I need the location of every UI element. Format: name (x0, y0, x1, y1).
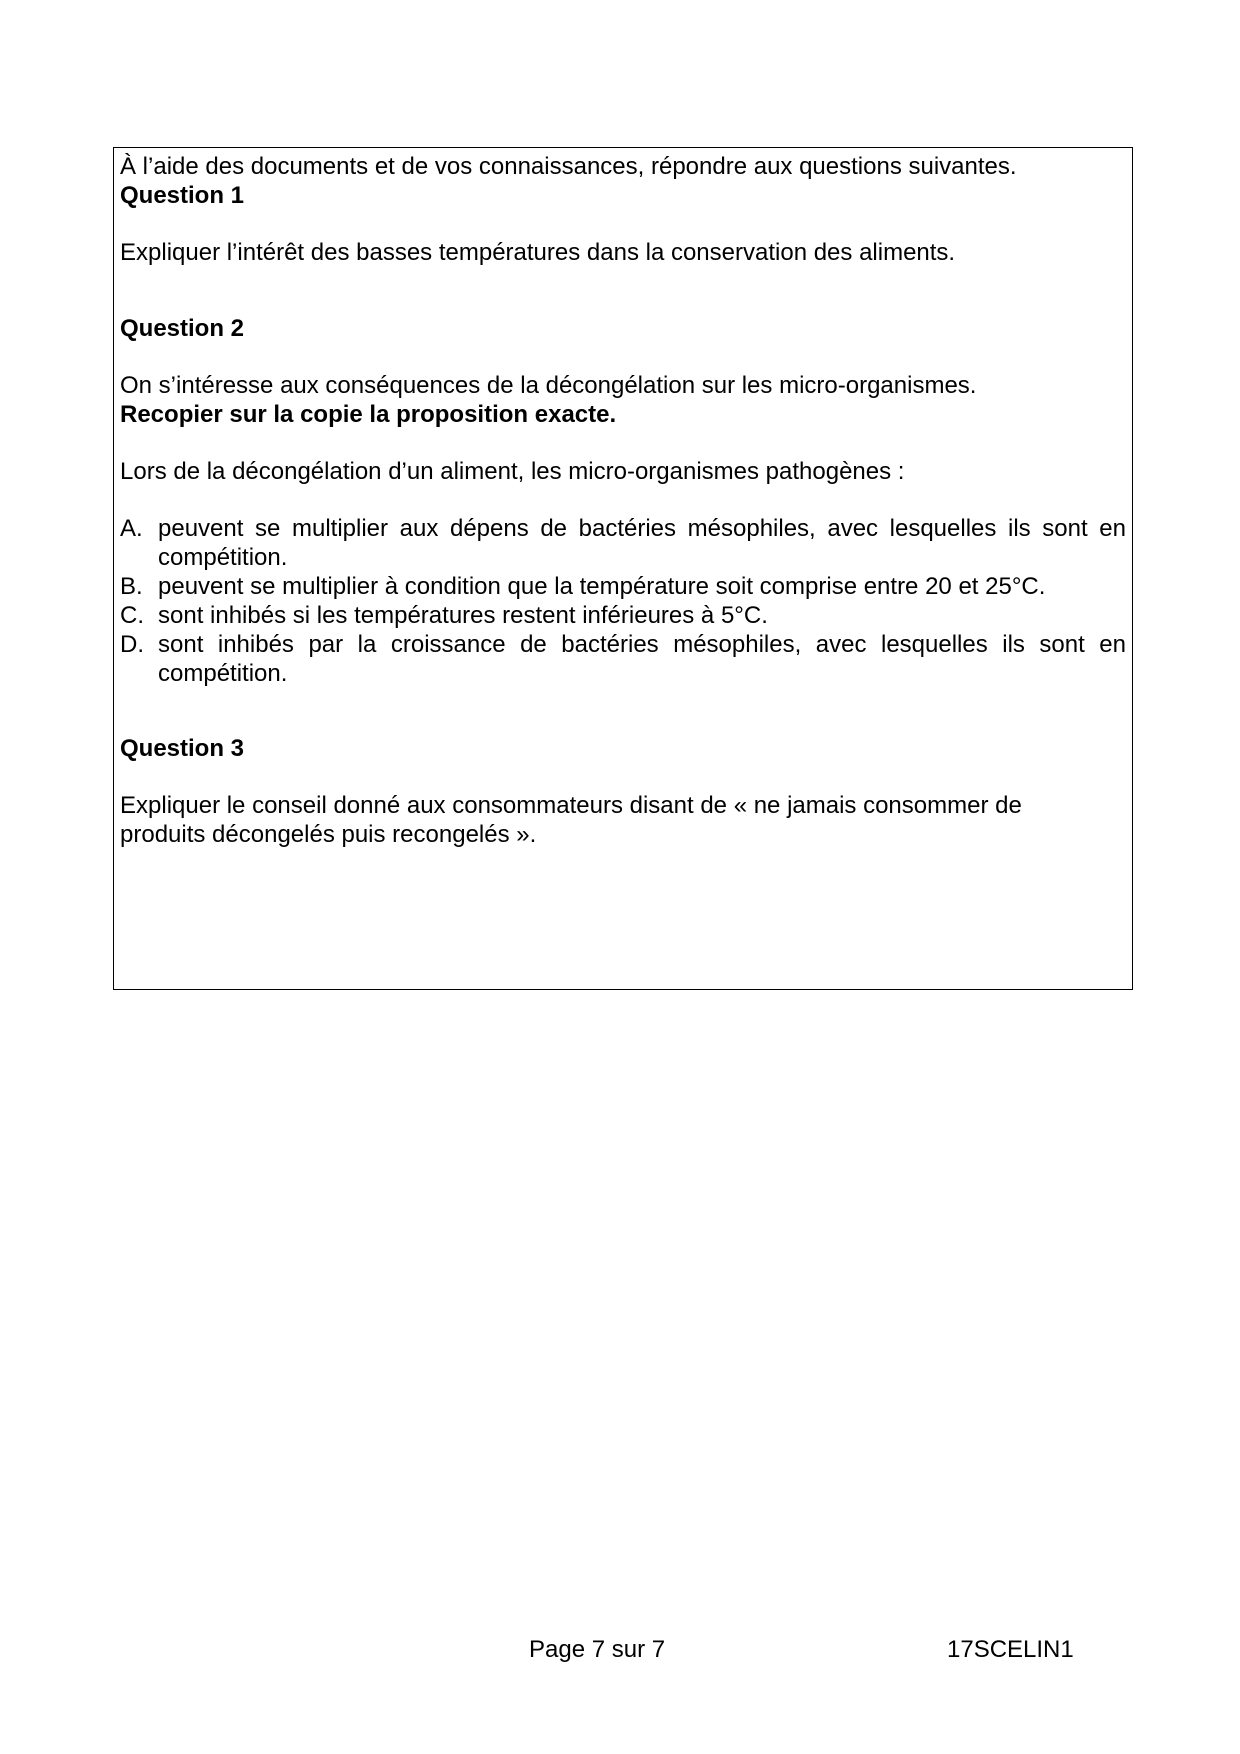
question-1-text: Expliquer l’intérêt des basses températures dans la conservation des aliments. (120, 239, 956, 266)
question-3-line-2: produits décongelés puis recongelés ». (120, 821, 537, 848)
question-2-instruction: Recopier sur la copie la proposition exacte. (120, 401, 617, 428)
option-c-letter: C. (120, 602, 144, 629)
question-1-title: Question 1 (120, 182, 245, 209)
question-3-title: Question 3 (120, 735, 245, 762)
option-b-text: peuvent se multiplier à condition que la température soit comprise entre 20 et 25°C. (158, 573, 1046, 600)
option-d (120, 630, 1126, 688)
option-d-letter: D. (120, 631, 144, 658)
page-number: Page 7 sur 7 (529, 1636, 666, 1663)
option-a-letter: A. (120, 515, 143, 542)
option-a (120, 514, 1126, 572)
document-code: 17SCELIN1 (947, 1636, 1074, 1663)
option-c (120, 601, 1126, 630)
intro-text: À l’aide des documents et de vos connaissances, répondre aux questions suivantes. (120, 153, 1017, 180)
question-2-title: Question 2 (120, 315, 245, 342)
question-3-line-1: Expliquer le conseil donné aux consommateurs disant de « ne jamais consommer de (120, 792, 1022, 819)
question-2-text: On s’intéresse aux conséquences de la décongélation sur les micro-organismes. (120, 372, 977, 399)
questions-box (113, 147, 1133, 990)
option-c-text: sont inhibés si les températures restent inférieures à 5°C. (158, 602, 768, 629)
question-2-stem: Lors de la décongélation d’un aliment, les micro-organismes pathogènes : (120, 458, 905, 485)
option-b (120, 572, 1126, 601)
option-d-text: sont inhibés par la croissance de bactéries mésophiles, avec lesquelles ils sont en compétition. (158, 631, 1126, 687)
answer-options-list (120, 514, 1126, 688)
option-a-text: peuvent se multiplier aux dépens de bactéries mésophiles, avec lesquelles ils sont en compétition. (158, 515, 1126, 571)
option-b-letter: B. (120, 573, 143, 600)
